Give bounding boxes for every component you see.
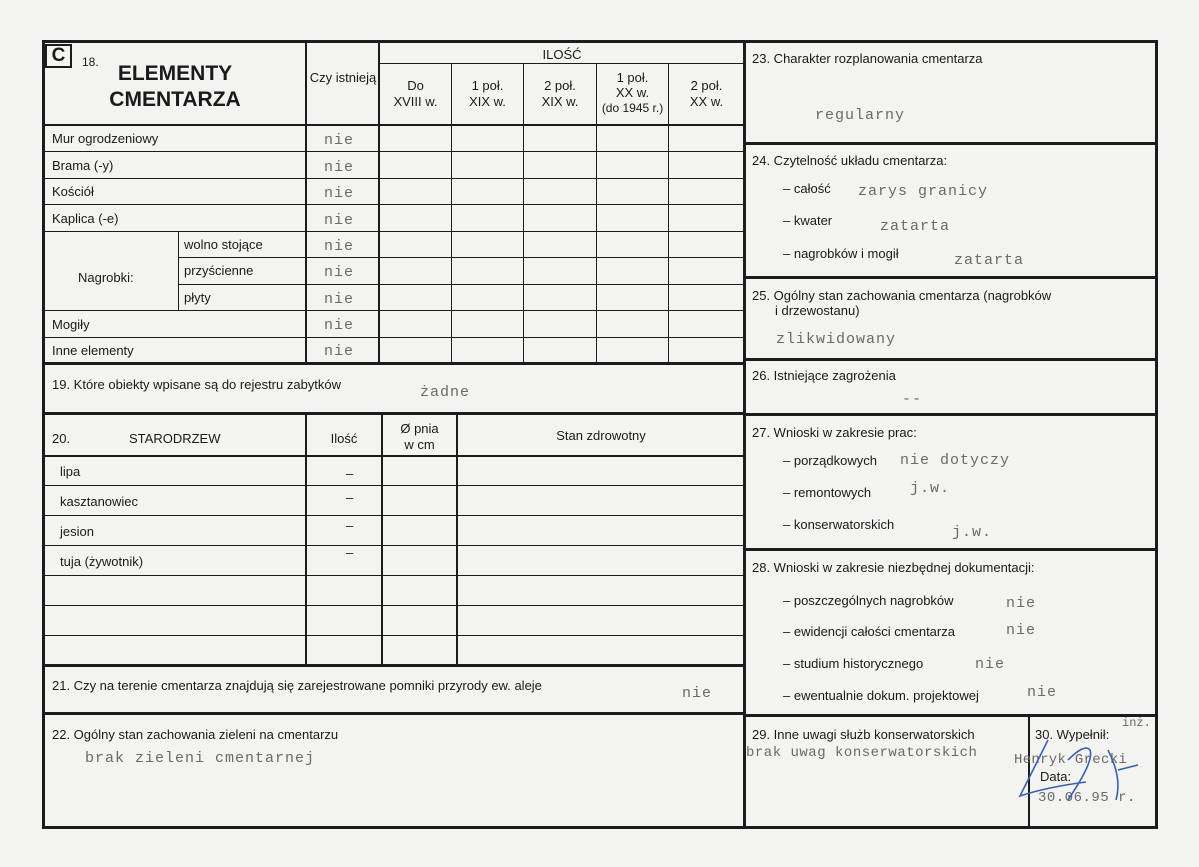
period-3-line2: XIX w. (541, 94, 579, 109)
section-18-title-line1: ELEMENTY (117, 62, 233, 85)
row-value: nie (324, 212, 355, 229)
section-22-value: brak zieleni cmentarnej (85, 750, 316, 767)
section-20-number: 20. (52, 431, 71, 446)
section-19-value: żadne (420, 384, 471, 401)
item-label: – ewidencji całości cmentarza (783, 624, 955, 639)
item-label: – ewentualnie dokum. projektowej (783, 688, 979, 703)
row-label: płyty (184, 290, 211, 305)
tree-label: tuja (żywotnik) (60, 554, 144, 569)
table-line (43, 310, 744, 311)
divider (744, 142, 1157, 145)
tree-quantity: – (346, 518, 354, 533)
row-label: Mur ogrodzeniowy (52, 131, 159, 146)
row-value: nie (324, 264, 355, 281)
section-29-value: brak uwag konserwatorskich (746, 745, 978, 761)
section-30-date-label: Data: (1040, 769, 1072, 784)
row-value: nie (324, 132, 355, 149)
col-diameter-line2: w cm (404, 437, 435, 452)
row-label: przyścienne (184, 263, 254, 278)
divider (744, 714, 1157, 717)
item-value: j.w. (910, 480, 951, 497)
tree-label: lipa (60, 464, 81, 479)
item-label: – studium historycznego (783, 656, 924, 671)
period-5-line1: 2 poł. (690, 78, 723, 93)
tree-quantity: – (346, 490, 354, 505)
table-line (43, 455, 744, 457)
table-line (43, 635, 744, 636)
period-3-line1: 2 poł. (544, 78, 576, 93)
item-value: nie dotyczy (900, 452, 1011, 469)
row-label: Mogiły (52, 317, 90, 332)
table-line (456, 414, 458, 665)
table-line (43, 337, 744, 338)
divider (43, 712, 744, 715)
section-28-label: 28. Wnioski w zakresie niezbędnej dokumentacji: (752, 560, 1035, 575)
section-27-label: 27. Wnioski w zakresie prac: (752, 425, 917, 440)
section-30-name: Henryk Grecki (1014, 752, 1128, 768)
period-4-line3: (do 1945 r.) (601, 101, 664, 115)
row-label: Inne elementy (52, 343, 134, 358)
section-letter-box: C (45, 44, 72, 68)
row-value: nie (324, 343, 355, 360)
table-line (379, 63, 744, 64)
table-line (178, 284, 744, 285)
table-line (43, 151, 744, 152)
table-line (305, 414, 307, 665)
table-line (43, 485, 744, 486)
row-value: nie (324, 238, 355, 255)
divider (744, 548, 1157, 551)
section-21-value: nie (682, 685, 713, 702)
row-label: wolno stojące (184, 237, 263, 252)
item-value: nie (1006, 595, 1037, 612)
table-line (305, 42, 307, 363)
item-value: nie (1006, 622, 1037, 639)
group-label-nagrobki: Nagrobki: (78, 270, 134, 285)
row-value: nie (324, 185, 355, 202)
section-25-value: zlikwidowany (776, 331, 897, 348)
divider (43, 664, 744, 667)
col-exists-header: Czy istnieją (309, 70, 377, 85)
item-value: nie (1027, 684, 1058, 701)
item-label: – całość (783, 181, 831, 196)
period-2-line2: XIX w. (469, 94, 506, 109)
row-value: nie (324, 317, 355, 334)
col-quantity: Ilość (330, 431, 358, 446)
section-24-label: 24. Czytelność układu cmentarza: (752, 153, 948, 168)
tree-label: kasztanowiec (60, 494, 139, 509)
section-30-label: 30. Wypełnił: (1035, 727, 1110, 742)
row-value: nie (324, 291, 355, 308)
item-label: – porządkowych (783, 453, 877, 468)
table-line (43, 575, 744, 576)
section-25-label-line1: 25. Ogólny stan zachowania cmentarza (nagrobków (752, 288, 1052, 303)
section-21-label: 21. Czy na terenie cmentarza znajdują się zarejestrowane pomniki przyrody ew. aleje (52, 678, 542, 693)
col-health: Stan zdrowotny (556, 428, 646, 443)
section-26-label: 26. Istniejące zagrożenia (752, 368, 896, 383)
item-label: – poszczególnych nagrobków (783, 593, 954, 608)
item-value: zatarta (954, 252, 1025, 269)
table-line (43, 204, 744, 205)
row-label: Kaplica (-e) (52, 211, 119, 226)
section-18-number: 18. (82, 55, 99, 69)
section-22-label: 22. Ogólny stan zachowania zieleni na cmentarzu (52, 727, 339, 742)
divider (744, 413, 1157, 416)
section-25-label-line2: i drzewostanu) (775, 303, 860, 318)
item-label: – nagrobków i mogił (783, 246, 899, 261)
tree-quantity: – (346, 545, 354, 560)
section-20-title: STARODRZEW (129, 431, 221, 446)
item-value: j.w. (952, 524, 993, 541)
tree-quantity: – (346, 466, 354, 481)
section-23-label: 23. Charakter rozplanowania cmentarza (752, 51, 983, 66)
item-value: nie (975, 656, 1006, 673)
period-2-line1: 1 poł. (471, 78, 504, 93)
divider (744, 358, 1157, 361)
section-30-title-prefix: inż. (1122, 716, 1151, 730)
row-value: nie (324, 159, 355, 176)
section-29-label: 29. Inne uwagi służb konserwatorskich (752, 727, 975, 742)
section-18-title-line2: CMENTARZA (109, 88, 241, 111)
col-quantity-header: ILOŚĆ (542, 47, 582, 62)
item-label: – konserwatorskich (783, 517, 895, 532)
table-line (43, 231, 744, 232)
section-19-label: 19. Które obiekty wpisane są do rejestru zabytków (52, 377, 342, 392)
table-line (43, 124, 744, 126)
period-1-line1: Do (407, 78, 424, 93)
period-4-line1: 1 poł. (616, 70, 649, 85)
item-label: – remontowych (783, 485, 872, 500)
item-value: zatarta (880, 218, 951, 235)
period-5-line2: XX w. (689, 94, 724, 109)
divider (43, 412, 744, 415)
table-line (43, 515, 744, 516)
row-label: Brama (-y) (52, 158, 114, 173)
section-26-value: -- (902, 391, 923, 408)
table-line (43, 178, 744, 179)
period-4-line2: XX w. (615, 85, 650, 100)
col-diameter-line1: Ø pnia (400, 421, 439, 436)
item-value: zarys granicy (858, 183, 989, 200)
divider (744, 276, 1157, 279)
table-line (43, 605, 744, 606)
item-label: – kwater (783, 213, 833, 228)
divider (43, 362, 744, 365)
period-1-line2: XVIII w. (393, 94, 438, 109)
row-label: Kościół (52, 184, 94, 199)
signature-icon (1008, 730, 1148, 810)
table-line (178, 231, 179, 311)
tree-label: jesion (60, 524, 94, 539)
section-30-date: 30.06.95 r. (1038, 790, 1136, 806)
table-line (178, 257, 744, 258)
table-line (43, 545, 744, 546)
section-23-value: regularny (815, 107, 906, 124)
